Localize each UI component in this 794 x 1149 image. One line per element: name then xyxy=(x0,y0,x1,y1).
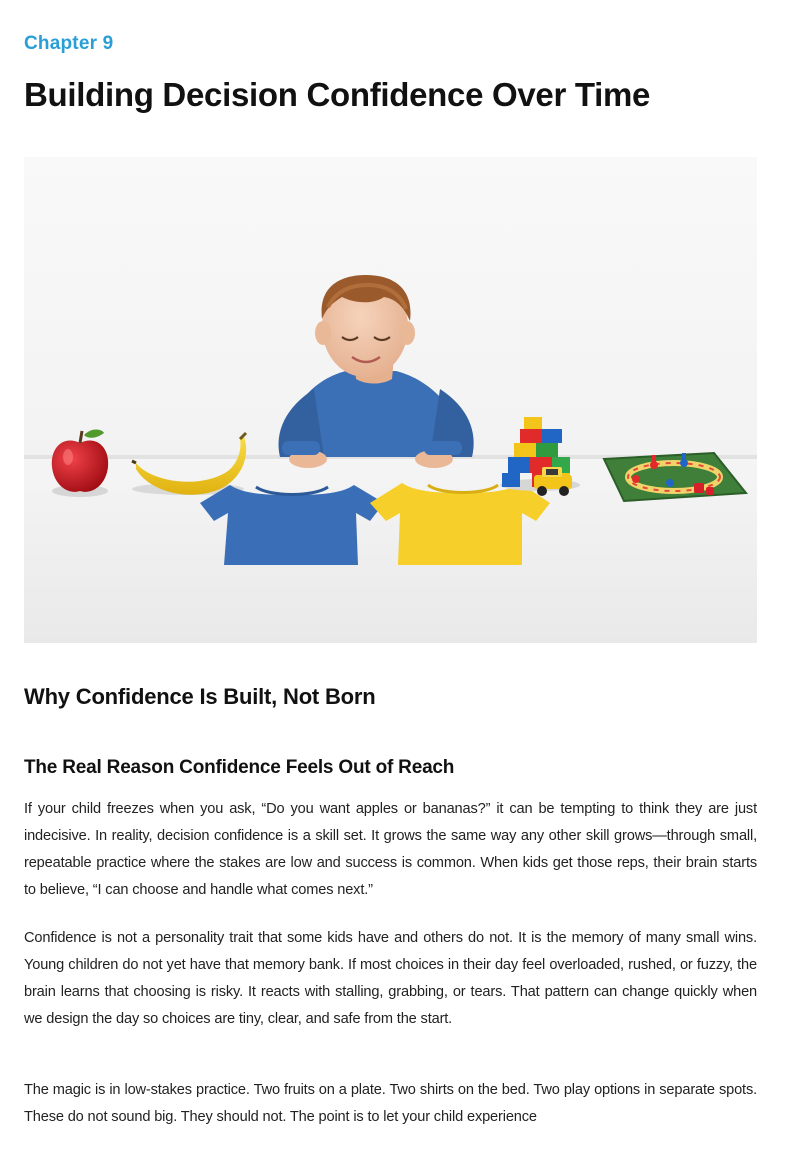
chapter-label: Chapter 9 xyxy=(24,33,114,54)
blue-t-shirt xyxy=(200,485,384,565)
chapter-title: Building Decision Confidence Over Time xyxy=(24,76,651,113)
body-paragraph-1: If your child freezes when you ask, “Do you want apples or bananas?” it can be tempting to think they are just indecisive. In reality, decision confidence is a skill set. It grows the same way any other skill grows—through small, repeatable practice where the stakes are low and success is common. When kids get those reps, their brain starts to believe, “I can choose and handle what comes next.” xyxy=(24,801,757,898)
body-paragraph-2: Confidence is not a personality trait that some kids have and others do not. It is the memory of many small wins. Young children do not yet have that memory bank. If most choices in their day feel overloaded, rushed, or fuzzy, the brain learns that choosing is risky. It reacts with stalling, grabbing, or tears. That pattern can change quickly when we design the day so choices are tiny, clear, and safe from the start. xyxy=(24,930,757,1027)
hero-illustration xyxy=(24,157,757,643)
body-paragraph-3: The magic is in low-stakes practice. Two fruits on a plate. Two shirts on the bed. Two play options in separate spots. These do not sound big. They should not. The point is to let your child experience xyxy=(24,1082,757,1125)
section-heading: Why Confidence Is Built, Not Born xyxy=(24,684,376,709)
hero-image xyxy=(24,157,757,643)
subsection-heading: The Real Reason Confidence Feels Out of Reach xyxy=(24,757,455,778)
